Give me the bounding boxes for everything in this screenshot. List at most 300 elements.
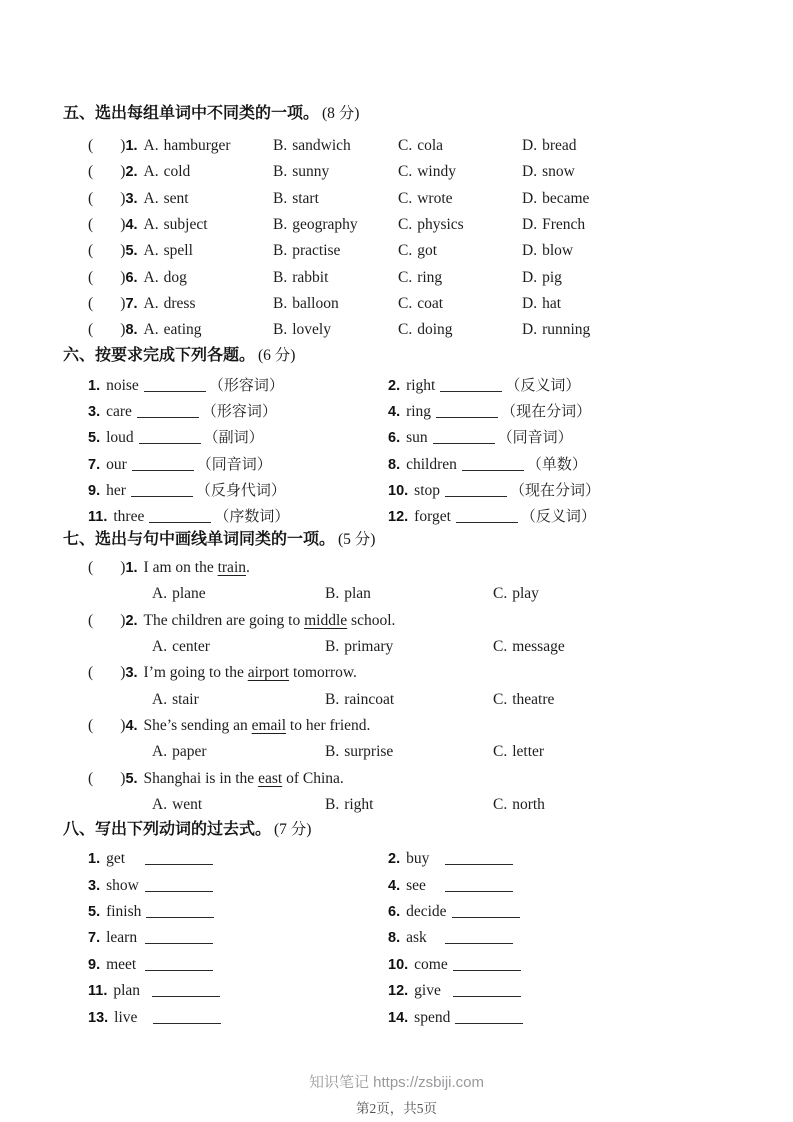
sentence-post: of China. [282, 769, 344, 787]
option-cell [398, 269, 522, 287]
option-word: start [292, 189, 319, 207]
item-number: 12. [388, 509, 409, 526]
option-label: D. [522, 163, 538, 181]
option-cell [398, 321, 522, 339]
option-label: A. [143, 321, 159, 339]
underlined-word: airport [247, 664, 290, 682]
transform-item [88, 479, 388, 500]
option-word: right [344, 795, 374, 813]
item-word: three [113, 508, 145, 526]
past-tense-item [388, 956, 793, 974]
footer-site-watermark: 知识笔记 https://zsbiji.com [308, 1074, 485, 1091]
section-8-title [63, 819, 793, 841]
option-cell [493, 743, 793, 761]
option-word: surprise [344, 743, 394, 761]
option-word: center [172, 638, 210, 656]
option-cell [398, 190, 522, 208]
answer-bracket: ( ) [88, 321, 126, 339]
option-label: C. [398, 137, 413, 155]
options-row [0, 634, 793, 660]
item-word: noise [106, 376, 139, 394]
option-cell [152, 691, 325, 709]
sentence-text [144, 717, 371, 735]
option-cell [273, 137, 398, 155]
row-number: 8. [125, 322, 138, 339]
option-label: A. [152, 585, 168, 603]
option-label: A. [152, 743, 168, 761]
answer-blank [445, 850, 513, 865]
past-tense-item [388, 877, 793, 895]
option-label: D. [522, 137, 538, 155]
option-label: B. [325, 795, 340, 813]
item-word: come [414, 955, 448, 973]
answer-bracket: ( ) [88, 559, 126, 577]
option-cell [325, 638, 493, 656]
option-word: running [542, 321, 591, 339]
option-word: became [542, 189, 590, 207]
option-cell [522, 295, 793, 313]
option-cell [493, 691, 793, 709]
item-word: give [414, 982, 441, 1000]
answer-blank [462, 456, 524, 471]
option-label: C. [493, 795, 508, 813]
answer-blank [146, 903, 214, 918]
option-cell [493, 585, 793, 603]
transform-item [388, 426, 793, 447]
answer-blank [149, 508, 211, 523]
option-cell [325, 796, 493, 814]
question-number: 1. [125, 560, 138, 577]
option-cell [398, 163, 522, 181]
past-tense-item [88, 956, 388, 974]
option-label: A. [143, 268, 159, 286]
item-number: 4. [388, 403, 401, 420]
answer-blank [436, 403, 498, 418]
item-number: 7. [88, 930, 101, 947]
section-title-text: 五、选出每组单词中不同类的一项。 [63, 105, 320, 122]
option-word: pig [542, 268, 562, 286]
section-8-items [0, 846, 793, 1031]
item-number: 2. [388, 851, 401, 868]
question-number: 3. [125, 665, 138, 682]
row-question-cell [88, 137, 273, 155]
answer-blank [445, 877, 513, 892]
sentence-post: school. [347, 611, 396, 629]
section-title-text: 七、选出与句中画线单词同类的一项。 [63, 531, 336, 548]
past-tense-item [388, 982, 793, 1000]
option-label: B. [325, 743, 340, 761]
option-word: stair [172, 690, 199, 708]
sentence-text [144, 770, 344, 788]
word-choice-row [0, 317, 793, 343]
option-label: C. [398, 321, 413, 339]
option-label: A. [143, 189, 159, 207]
word-choice-row [0, 159, 793, 185]
option-word: cola [417, 137, 444, 155]
word-choice-row [0, 264, 793, 290]
answer-bracket: ( ) [88, 163, 126, 181]
question [0, 713, 793, 766]
item-word: get [106, 850, 126, 868]
past-tense-item [88, 903, 388, 921]
answer-blank [145, 929, 213, 944]
option-word: theatre [512, 690, 555, 708]
transform-item [88, 505, 388, 526]
item-number: 8. [388, 456, 401, 473]
section-5-title [63, 103, 793, 125]
item-word: decide [406, 902, 447, 920]
transform-item [88, 426, 388, 447]
option-word: blow [542, 242, 574, 260]
option-cell [398, 242, 522, 260]
option-cell [325, 691, 493, 709]
section-points: (8 分) [322, 105, 360, 122]
item-word: see [406, 876, 426, 894]
option-cell [493, 796, 793, 814]
section-points: (6 分) [258, 347, 296, 364]
answer-blank [445, 929, 513, 944]
option-cell [273, 242, 398, 260]
option-label: B. [325, 585, 340, 603]
hint-label: （形容词） [201, 403, 277, 420]
item-number: 6. [388, 430, 401, 447]
answer-bracket: ( ) [88, 664, 126, 682]
item-word: spend [414, 1008, 451, 1026]
item-number: 2. [388, 377, 401, 394]
sentence [0, 713, 793, 739]
option-word: bread [542, 137, 577, 155]
option-word: French [542, 216, 586, 234]
item-word: learn [106, 929, 138, 947]
option-cell [273, 269, 398, 287]
option-label: A. [143, 294, 159, 312]
item-word: children [406, 455, 457, 473]
answer-blank [456, 508, 518, 523]
transform-item [388, 453, 793, 474]
option-cell [273, 190, 398, 208]
question [0, 660, 793, 713]
answer-blank [453, 956, 521, 971]
answer-bracket: ( ) [88, 294, 126, 312]
transform-item [88, 374, 388, 395]
option-cell [522, 163, 793, 181]
answer-blank [433, 429, 495, 444]
item-number: 10. [388, 482, 409, 499]
item-word: buy [406, 850, 430, 868]
option-word: subject [163, 216, 208, 234]
section-7-questions [0, 555, 793, 818]
underlined-word: train [217, 559, 246, 577]
option-word: doing [417, 321, 453, 339]
hint-label: （现在分词） [501, 403, 592, 420]
question [0, 555, 793, 608]
option-label: B. [273, 242, 288, 260]
options-row [0, 792, 793, 818]
item-number: 13. [88, 1009, 109, 1026]
answer-bracket: ( ) [88, 769, 126, 787]
answer-blank [144, 377, 206, 392]
past-tense-item [388, 903, 793, 921]
option-cell [273, 321, 398, 339]
transform-item [388, 400, 793, 421]
option-cell [522, 242, 793, 260]
answer-bracket: ( ) [88, 242, 126, 260]
past-tense-item [388, 929, 793, 947]
row-question-cell [88, 242, 273, 260]
option-word: north [512, 795, 545, 813]
option-word: sunny [292, 163, 330, 181]
option-cell [522, 137, 793, 155]
sentence [0, 608, 793, 634]
option-label: D. [522, 294, 538, 312]
option-label: B. [273, 189, 288, 207]
item-word: sun [406, 429, 428, 447]
answer-blank [455, 1009, 523, 1024]
item-word: ring [406, 402, 432, 420]
underlined-word: middle [304, 611, 348, 629]
option-word: lovely [292, 321, 331, 339]
question-number: 2. [125, 612, 138, 629]
hint-label: （反义词） [505, 377, 581, 394]
answer-bracket: ( ) [88, 716, 126, 734]
section-points: (7 分) [274, 821, 312, 838]
row-number: 5. [125, 243, 138, 260]
word-choice-row [0, 212, 793, 238]
option-cell [522, 216, 793, 234]
sentence-post: tomorrow. [289, 664, 357, 682]
sentence-text [144, 664, 357, 682]
section-6-items [0, 371, 793, 529]
option-cell [325, 743, 493, 761]
item-number: 11. [88, 983, 108, 1000]
option-label: C. [398, 268, 413, 286]
option-word: plan [344, 585, 371, 603]
option-word: wrote [417, 189, 453, 207]
option-label: C. [398, 216, 413, 234]
option-label: C. [493, 638, 508, 656]
section-7 [0, 529, 793, 818]
transform-item [88, 453, 388, 474]
hint-label: （单数） [526, 456, 587, 473]
option-label: C. [493, 690, 508, 708]
item-number: 10. [388, 956, 409, 973]
section-8 [0, 819, 793, 1031]
option-cell [522, 190, 793, 208]
sentence-pre: She’s sending an [143, 716, 252, 734]
item-number: 6. [388, 903, 401, 920]
option-cell [273, 295, 398, 313]
option-word: plane [172, 585, 206, 603]
past-tense-item [88, 877, 388, 895]
option-cell [325, 585, 493, 603]
past-tense-item [88, 1009, 388, 1027]
section-6 [0, 345, 793, 529]
option-label: A. [152, 690, 168, 708]
option-label: B. [273, 321, 288, 339]
option-cell [273, 163, 398, 181]
past-tense-item [388, 1009, 793, 1027]
option-label: A. [143, 163, 159, 181]
section-title-text: 六、按要求完成下列各题。 [63, 347, 256, 364]
answer-bracket: ( ) [88, 611, 126, 629]
question [0, 765, 793, 818]
section-7-title [63, 529, 793, 551]
section-title-text: 八、写出下列动词的过去式。 [63, 821, 272, 838]
option-label: B. [325, 638, 340, 656]
option-cell [522, 321, 793, 339]
option-word: primary [344, 638, 394, 656]
option-cell [398, 137, 522, 155]
option-label: A. [143, 137, 159, 155]
answer-blank [453, 982, 521, 997]
row-number: 4. [125, 217, 138, 234]
hint-label: （反义词） [520, 509, 596, 526]
item-word: finish [106, 902, 142, 920]
item-number: 11. [88, 509, 108, 526]
row-number: 7. [125, 295, 138, 312]
item-number: 3. [88, 877, 101, 894]
item-number: 5. [88, 903, 101, 920]
sentence [0, 660, 793, 686]
sentence-pre: Shanghai is in the [143, 769, 259, 787]
hint-label: （形容词） [208, 377, 284, 394]
option-label: B. [273, 268, 288, 286]
transform-item [388, 374, 793, 395]
section-6-title [63, 345, 793, 367]
sentence [0, 555, 793, 581]
option-word: hat [542, 294, 562, 312]
item-number: 8. [388, 930, 401, 947]
sentence-pre: I’m going to the [143, 664, 248, 682]
option-word: coat [417, 294, 444, 312]
past-tense-item [88, 850, 388, 868]
answer-bracket: ( ) [88, 268, 126, 286]
option-word: raincoat [344, 690, 395, 708]
sentence-text [144, 559, 250, 577]
option-label: C. [493, 743, 508, 761]
option-label: A. [152, 795, 168, 813]
item-word: forget [414, 508, 451, 526]
hint-label: （同音词） [196, 456, 272, 473]
item-number: 12. [388, 983, 409, 1000]
row-number: 3. [125, 190, 138, 207]
option-word: dress [163, 294, 196, 312]
item-word: ask [406, 929, 427, 947]
item-word: her [106, 481, 126, 499]
sentence-pre: The children are going to [143, 611, 305, 629]
word-choice-row [0, 291, 793, 317]
item-word: care [106, 402, 132, 420]
option-cell [522, 269, 793, 287]
answer-blank [131, 482, 193, 497]
item-word: our [106, 455, 127, 473]
transform-item [388, 479, 793, 500]
option-word: spell [163, 242, 193, 260]
transform-item [388, 505, 793, 526]
answer-blank [452, 903, 520, 918]
row-question-cell [88, 295, 273, 313]
row-question-cell [88, 163, 273, 181]
answer-blank [139, 429, 201, 444]
row-question-cell [88, 216, 273, 234]
option-word: eating [163, 321, 202, 339]
option-word: sandwich [292, 137, 351, 155]
option-label: D. [522, 216, 538, 234]
sentence [0, 765, 793, 791]
option-word: practise [292, 242, 341, 260]
option-word: physics [417, 216, 464, 234]
option-word: ring [417, 268, 443, 286]
past-tense-item [88, 982, 388, 1000]
row-number: 1. [125, 138, 138, 155]
sentence-post: . [246, 559, 250, 577]
answer-blank [145, 877, 213, 892]
item-word: plan [113, 982, 141, 1000]
option-word: play [512, 585, 539, 603]
answer-blank [153, 1009, 221, 1024]
hint-label: （同音词） [497, 430, 573, 447]
option-label: A. [143, 216, 159, 234]
option-label: B. [273, 216, 288, 234]
section-5 [0, 103, 793, 343]
option-word: went [172, 795, 203, 813]
footer-page-number: 第2页，共5页 [356, 1101, 437, 1116]
answer-blank [152, 982, 220, 997]
word-choice-row [0, 133, 793, 159]
option-cell [152, 585, 325, 603]
row-question-cell [88, 269, 273, 287]
option-label: C. [493, 585, 508, 603]
option-word: windy [417, 163, 456, 181]
item-number: 14. [388, 1009, 409, 1026]
option-label: D. [522, 189, 538, 207]
option-word: rabbit [292, 268, 329, 286]
option-label: A. [152, 638, 168, 656]
transform-item [88, 400, 388, 421]
option-cell [493, 638, 793, 656]
options-row [0, 581, 793, 607]
question-number: 5. [125, 770, 138, 787]
answer-bracket: ( ) [88, 137, 126, 155]
item-number: 9. [88, 482, 101, 499]
option-word: got [417, 242, 438, 260]
option-label: D. [522, 242, 538, 260]
option-cell [398, 295, 522, 313]
option-word: hamburger [163, 137, 231, 155]
item-word: show [106, 876, 139, 894]
options-row [0, 686, 793, 712]
item-number: 9. [88, 956, 101, 973]
option-label: C. [398, 242, 413, 260]
row-number: 6. [125, 269, 138, 286]
past-tense-item [88, 929, 388, 947]
answer-blank [440, 377, 502, 392]
item-word: loud [106, 429, 134, 447]
option-word: sent [163, 189, 189, 207]
item-number: 7. [88, 456, 101, 473]
section-5-rows [0, 133, 793, 343]
item-word: meet [106, 955, 137, 973]
item-number: 3. [88, 403, 101, 420]
options-row [0, 739, 793, 765]
hint-label: （序数词） [214, 509, 290, 526]
option-label: B. [273, 137, 288, 155]
hint-label: （副词） [203, 430, 264, 447]
option-label: D. [522, 268, 538, 286]
word-choice-row [0, 238, 793, 264]
option-word: cold [163, 163, 191, 181]
item-word: stop [414, 481, 441, 499]
